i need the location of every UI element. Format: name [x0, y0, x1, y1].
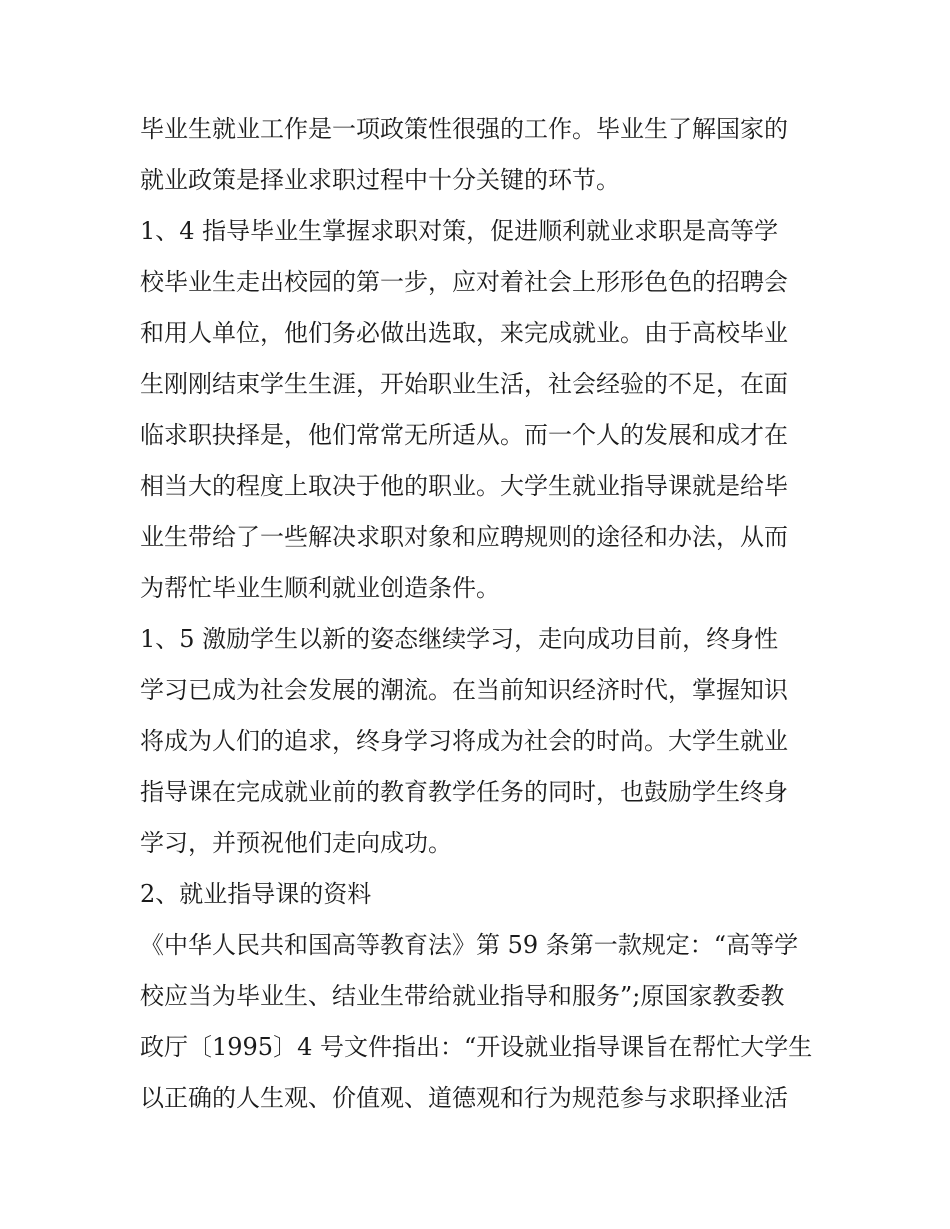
text-line: 校应当为毕业生、结业生带给就业指导和服务”;原国家教委教 — [140, 982, 785, 1010]
section-heading-2: 2、就业指导课的资料 — [140, 880, 372, 908]
text-line: 校毕业生走出校园的第一步，应对着社会上形形色色的招聘会 — [140, 268, 788, 296]
text-line: 学习已成为社会发展的潮流。在当前知识经济时代，掌握知识 — [140, 676, 788, 704]
text-line: 指导课在完成就业前的教育教学任务的同时，也鼓励学生终身 — [140, 778, 788, 806]
text-line: 生刚刚结束学生生涯，开始职业生活，社会经验的不足，在面 — [140, 370, 788, 398]
section-heading-1-4: 1、4 指导毕业生掌握求职对策，促进顺利就业求职是高等学 — [140, 217, 779, 245]
section-heading-1-5: 1、5 激励学生以新的姿态继续学习，走向成功目前，终身性 — [140, 625, 779, 653]
text-line: 和用人单位，他们务必做出选取，来完成就业。由于高校毕业 — [140, 319, 788, 347]
text-line: 就业政策是择业求职过程中十分关键的环节。 — [140, 166, 620, 194]
text-line: 学习，并预祝他们走向成功。 — [140, 829, 452, 857]
text-line: 临求职抉择是，他们常常无所适从。而一个人的发展和成才在 — [140, 421, 788, 449]
text-line: 将成为人们的追求，终身学习将成为社会的时尚。大学生就业 — [140, 727, 788, 755]
text-line: 以正确的人生观、价值观、道德观和行为规范参与求职择业活 — [140, 1084, 788, 1112]
text-line: 为帮忙毕业生顺利就业创造条件。 — [140, 574, 500, 602]
text-line: 政厅〔1995〕4 号文件指出：“开设就业指导课旨在帮忙大学生 — [140, 1033, 813, 1061]
text-line: 业生带给了一些解决求职对象和应聘规则的途径和办法，从而 — [140, 523, 788, 551]
text-line: 相当大的程度上取决于他的职业。大学生就业指导课就是给毕 — [140, 472, 788, 500]
document-body — [140, 104, 820, 1124]
text-line: 《中华人民共和国高等教育法》第 59 条第一款规定：“高等学 — [140, 931, 799, 959]
text-line: 毕业生就业工作是一项政策性很强的工作。毕业生了解国家的 — [140, 115, 788, 143]
